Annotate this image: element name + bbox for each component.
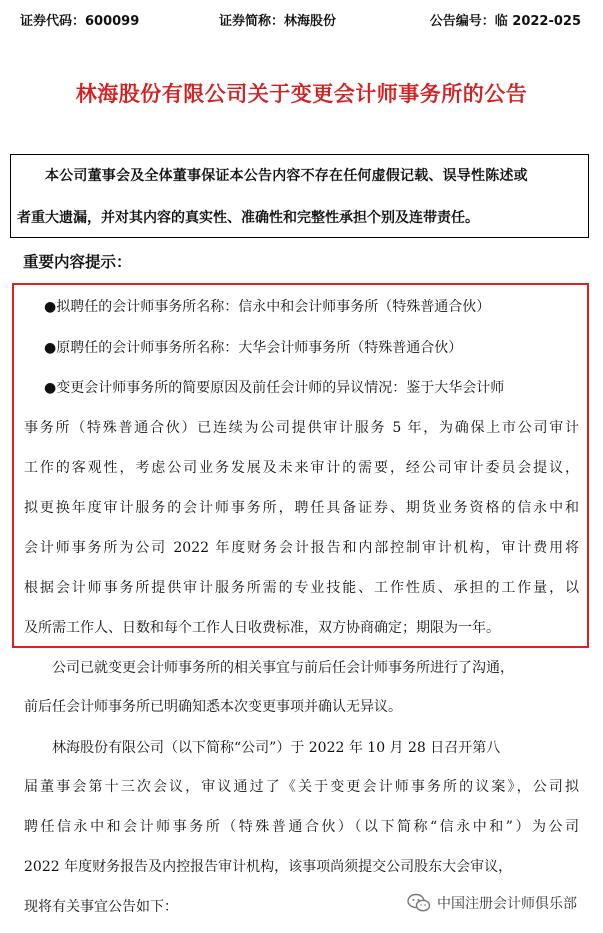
- highlight-reason-line: 根据会计师事务所提供审计服务所需的专业技能、工作性质、承担的工作量，以: [24, 580, 579, 596]
- watermark-text: 中国注册会计师俱乐部: [437, 896, 577, 912]
- highlight-reason-line: ●变更会计师事务所的简要原因及前任会计师的异议情况：鉴于大华会计师: [44, 380, 505, 396]
- resolution-paragraph-line: 2022 年度财务报告及内控报告审计机构，该事项尚须提交公司股东大会审议，: [24, 859, 513, 875]
- highlight-reason-line: 及所需工作人、日数和每个工作人日收费标准，双方协商确定；期限为一年。: [24, 620, 500, 636]
- highlight-item-new-auditor: ●拟聘任的会计师事务所名称：信永中和会计师事务所（特殊普通合伙）: [44, 299, 491, 315]
- communication-paragraph-line: 公司已就变更会计师事务所的相关事宜与前后任会计师事务所进行了沟通，: [52, 660, 514, 676]
- highlight-reason-line: 事务所（特殊普通合伙）已连续为公司提供审计服务 5 年，为确保上市公司审计: [24, 420, 579, 436]
- stock-name: 证券简称：林海股份: [219, 14, 337, 29]
- board-statement-box: [10, 154, 589, 238]
- board-statement-line-1: 本公司董事会及全体董事保证本公告内容不存在任何虚假记载、误导性陈述或: [45, 168, 528, 184]
- highlight-item-former-auditor: ●原聘任的会计师事务所名称：大华会计师事务所（特殊普通合伙）: [44, 340, 463, 356]
- board-statement-line-2: 者重大遗漏，并对其内容的真实性、准确性和完整性承担个别及连带责任。: [17, 210, 479, 226]
- resolution-paragraph-line: 届董事会第十三次会议，审议通过了《关于变更会计师事务所的议案》，公司拟: [24, 779, 579, 795]
- announcement-header: [0, 10, 603, 30]
- page-title: 林海股份有限公司关于变更会计师事务所的公告: [75, 82, 528, 106]
- resolution-paragraph-line: 聘任信永中和会计师事务所（特殊普通合伙）（以下简称“信永中和”）为公司: [24, 819, 579, 835]
- highlight-reason-line: 会计师事务所为公司 2022 年度财务会计报告和内部控制审计机构，审计费用将: [24, 540, 579, 556]
- resolution-paragraph-line: 林海股份有限公司（以下简称“公司”）于 2022 年 10 月 28 日召开第八: [52, 740, 501, 756]
- highlights-heading: 重要内容提示：: [23, 253, 132, 271]
- highlight-reason-line: 拟更换年度审计服务的会计师事务所，聘任具备证券、期货业务资格的信永中和: [24, 500, 579, 516]
- announcement-number: 公告编号：临 2022-025: [429, 14, 581, 29]
- resolution-paragraph-line: 现将有关事宜公告如下：: [24, 899, 178, 915]
- communication-paragraph-line: 前后任会计师事务所已明确知悉本次变更事项并确认无异议。: [24, 699, 402, 715]
- highlight-reason-line: 工作的客观性，考虑公司业务发展及未来审计的需要，经公司审计委员会提议，: [24, 460, 579, 476]
- wechat-icon: [407, 893, 431, 913]
- stock-code: 证券代码：600099: [20, 14, 140, 29]
- wechat-watermark: [405, 893, 579, 913]
